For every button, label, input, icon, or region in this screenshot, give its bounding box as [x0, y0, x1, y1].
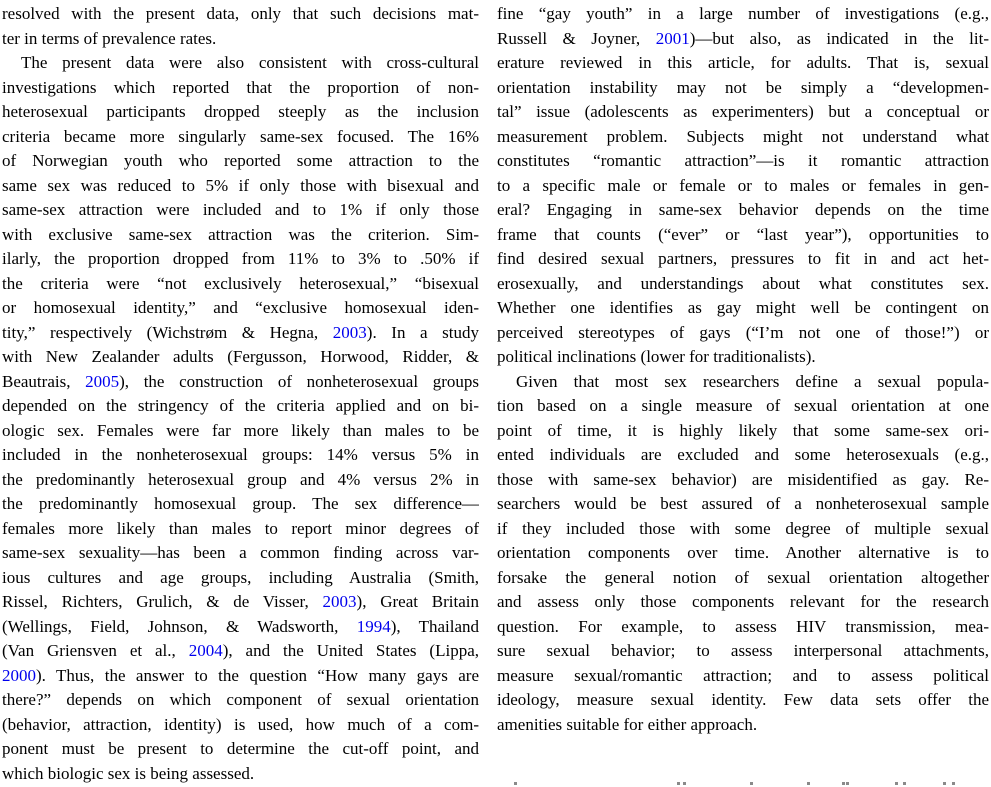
- cropped-next-line-fragment: [0, 780, 991, 785]
- text-line: to a specific male or female or to males or females in gen-: [497, 175, 989, 195]
- text-line: Beautrais, 2005), the construction of nonheterosexual groups: [2, 371, 479, 391]
- text-line: those with same-sex behavior) are misidentified as gay. Re-: [497, 469, 989, 489]
- text-line: fine “gay youth” in a large number of investigations (e.g.,: [497, 4, 989, 23]
- text-line: same sex was reduced to 5% if only those with bisexual and: [2, 175, 479, 195]
- text-line: with exclusive same-sex attraction was the criterion. Sim-: [2, 224, 479, 244]
- citation-year-link[interactable]: 1994: [356, 616, 391, 636]
- citation-year-link[interactable]: 2005: [85, 371, 120, 391]
- text-line: find desired sexual partners, pressures to fit in and act het-: [497, 249, 989, 269]
- text-line: erature reviewed in this article, for adults. That is, sexual: [497, 53, 989, 73]
- text-line: Given that most sex researchers define a sexual popula-: [516, 371, 989, 391]
- text-line: criteria became more singularly same-sex focused. The 16%: [2, 126, 479, 146]
- text-line: question. For example, to assess HIV transmission, mea-: [497, 616, 989, 636]
- text-line: frame that counts (“ever” or “last year”), opportunities to: [497, 224, 989, 244]
- text-line: eral? Engaging in same-sex behavior depends on the time: [497, 200, 989, 220]
- text-line: amenities suitable for either approach.: [497, 714, 758, 734]
- text-line: erosexually, and understandings about what constitutes sex.: [497, 273, 989, 293]
- text-column-right: [497, 2, 989, 787]
- citation-year-link[interactable]: 2003: [332, 322, 367, 342]
- text-line: Whether one identifies as gay might well be contingent on: [497, 298, 989, 318]
- text-line: orientation components over time. Another alternative is to: [497, 543, 989, 563]
- citation-year-link[interactable]: 2001: [655, 28, 690, 48]
- text-line: political inclinations (lower for traditionalists).: [497, 347, 816, 367]
- text-line: orientation instability may not be simply a “developmen-: [497, 77, 989, 97]
- text-line: tal” issue (adolescents as experimenters) but a conceptual or: [497, 102, 989, 122]
- text-line: ilarly, the proportion dropped from 11% to 3% to .50% if: [2, 249, 479, 269]
- text-line: measurement problem. Subjects might not understand what: [497, 126, 989, 146]
- text-line: The present data were also consistent with cross-cultural: [21, 53, 479, 73]
- text-line: point of time, it is highly likely that some same-sex ori-: [497, 420, 989, 440]
- text-line: tity,” respectively (Wichstrøm & Hegna, 2003). In a study: [2, 322, 479, 342]
- citation-year-link[interactable]: 2004: [188, 641, 223, 661]
- text-line: which biologic sex is being assessed.: [2, 763, 255, 783]
- text-line: Russell & Joyner, 2001)—but also, as indicated in the lit-: [497, 28, 989, 48]
- text-line: included in the nonheterosexual groups: 14% versus 5% in: [2, 445, 479, 465]
- citation-year-link[interactable]: 2003: [322, 592, 357, 612]
- text-line: there?” depends on which component of sexual orientation: [2, 690, 479, 710]
- text-line: with New Zealander adults (Fergusson, Horwood, Ridder, &: [2, 347, 479, 367]
- text-line: if they included those with some degree of multiple sexual: [497, 518, 989, 538]
- text-line: tion based on a single measure of sexual orientation at one: [497, 396, 989, 416]
- text-line: the predominantly heterosexual group and 4% versus 2% in: [2, 469, 479, 489]
- text-line: ented individuals are excluded and some heterosexuals (e.g.,: [497, 445, 989, 465]
- text-line: ponent must be present to determine the cut-off point, and: [2, 739, 479, 759]
- text-line: investigations which reported that the proportion of non-: [2, 77, 479, 97]
- text-line: perceived stereotypes of gays (“I’m not one of those!”) or: [497, 322, 989, 342]
- text-line: the predominantly homosexual group. The sex difference—: [2, 494, 479, 514]
- text-line: (behavior, attraction, identity) is used, how much of a com-: [2, 714, 479, 734]
- text-line: same-sex sexuality—has been a common finding across var-: [2, 543, 479, 563]
- text-line: forsake the general notion of sexual orientation altogether: [497, 567, 989, 587]
- text-line: same-sex attraction were included and to 1% if only those: [2, 200, 479, 220]
- text-line: ious cultures and age groups, including Australia (Smith,: [2, 567, 479, 587]
- text-line: ter in terms of prevalence rates.: [2, 28, 217, 48]
- text-line: resolved with the present data, only that such decisions mat-: [2, 4, 479, 23]
- text-line: constitutes “romantic attraction”—is it romantic attraction: [497, 151, 989, 171]
- text-line: females more likely than males to report minor degrees of: [2, 518, 479, 538]
- text-line: the criteria were “not exclusively heterosexual,” “bisexual: [2, 273, 479, 293]
- text-line: ologic sex. Females were far more likely than males to be: [2, 420, 479, 440]
- text-line: Rissel, Richters, Grulich, & de Visser, 2003), Great Britain: [2, 592, 479, 612]
- text-line: depended on the stringency of the criteria applied and on bi-: [2, 396, 479, 416]
- text-line: sure sexual behavior; to assess interpersonal attachments,: [497, 641, 989, 661]
- citation-year-link[interactable]: 2000: [2, 665, 36, 685]
- text-line: or homosexual identity,” and “exclusive homosexual iden-: [2, 298, 479, 318]
- text-line: of Norwegian youth who reported some attraction to the: [2, 151, 479, 171]
- text-line: (Van Griensven et al., 2004), and the United States (Lippa,: [2, 641, 479, 661]
- text-line: searchers would be best assured of a nonheterosexual sample: [497, 494, 989, 514]
- text-line: and assess only those components relevant for the research: [497, 592, 989, 612]
- text-line: ideology, measure sexual identity. Few data sets offer the: [497, 690, 989, 710]
- text-line: measure sexual/romantic attraction; and to assess political: [497, 665, 989, 685]
- text-line: heterosexual participants dropped steeply as the inclusion: [2, 102, 479, 122]
- text-column-left: [2, 2, 479, 787]
- text-line: 2000). Thus, the answer to the question “How many gays are: [2, 665, 479, 685]
- text-line: (Wellings, Field, Johnson, & Wadsworth, 1994), Thailand: [2, 616, 479, 636]
